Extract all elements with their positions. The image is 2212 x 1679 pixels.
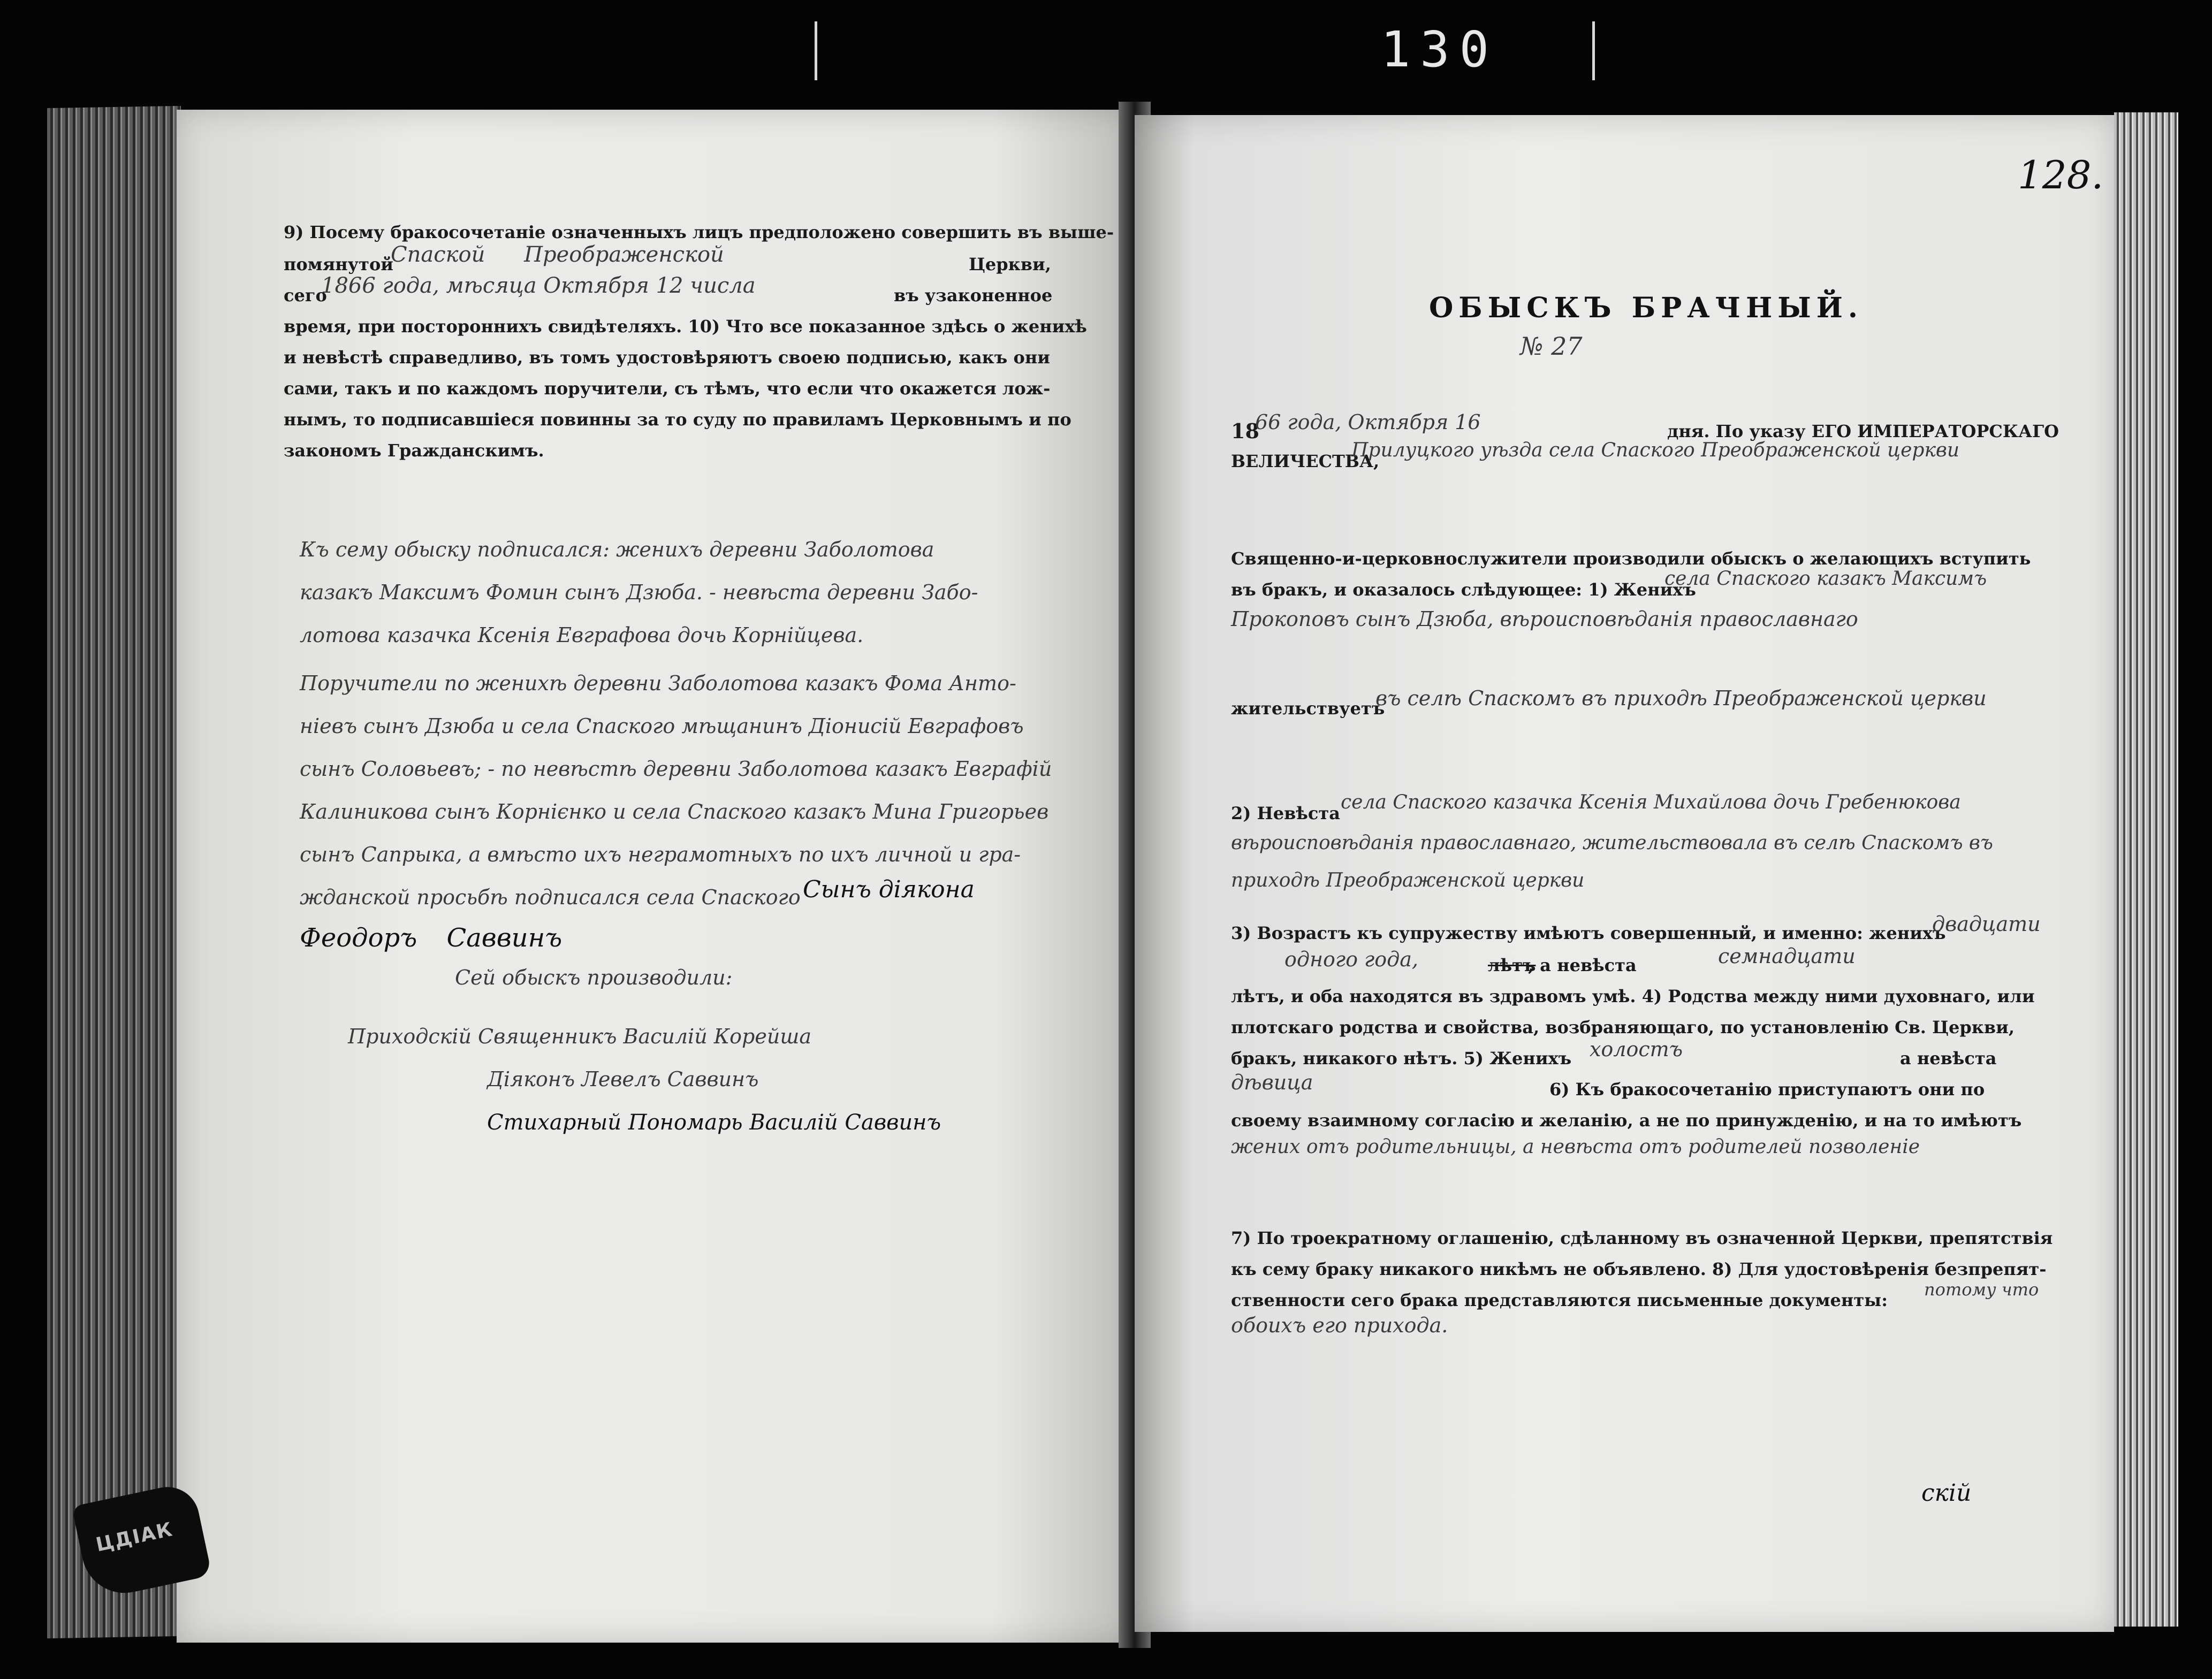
age-line2-hand: одного года, <box>1284 948 1418 971</box>
left-printed-line-2b: Церкви, <box>969 254 1051 274</box>
left-printed-line-6: сами, такъ и по каждомъ поручители, съ тѣмъ, что если что окажется лож- <box>284 378 1051 399</box>
age-line5-hand: холостъ <box>1590 1037 1683 1061</box>
left-printed-line-1: 9) Посему бракосочетаніе означенныхъ лицъ предположено совершить въ выше- <box>284 222 1114 242</box>
p7-line3-hand: потому что <box>1924 1279 2039 1300</box>
bride-printed: 2) Невѣста <box>1231 803 1340 823</box>
age-line3: лѣтъ, и оба находятся въ здравомъ умѣ. 4) Родства между ними духовнаго, или <box>1231 986 2035 1006</box>
record-title: ОБЫСКЪ БРАЧНЫЙ. <box>1429 292 1863 324</box>
left-hand-line-8: сынъ Сапрыка, а вмѣсто ихъ неграмотныхъ по ихъ личной и гра- <box>300 843 1021 866</box>
page-number: 128. <box>2018 152 2104 197</box>
left-printed-line-2a: помянутой <box>284 254 394 274</box>
book-edge-right <box>2114 112 2178 1627</box>
year-printed: 18 <box>1231 419 1259 443</box>
p7-line4-hand: обоихъ его прихода. <box>1231 1314 1448 1337</box>
line2-hand: Прилуцкого уѣзда села Спаского Преображенской церкви <box>1351 439 1960 461</box>
left-hand-line-3: лотова казачка Ксенія Евграфова дочь Корнійцева. <box>300 623 864 647</box>
left-hand-line-1: Къ сему обыску подписался: женихъ деревни Заболотова <box>300 538 934 561</box>
left-hand-line-2: казакъ Максимъ Фомин сынъ Дзюба. - невѣста деревни Забо- <box>300 581 978 604</box>
age-line6-printed: 6) Къ бракосочетанію приступаютъ они по <box>1549 1079 1985 1100</box>
left-printed-line-8: закономъ Гражданскимъ. <box>284 440 544 461</box>
frame-number: 130 <box>1380 21 1499 78</box>
bride-hand-2: вѣроисповѣданія православнаго, жительствовала въ селѣ Спаскомъ въ <box>1231 832 1993 854</box>
left-clergy-1: Приходскій Священникъ Василій Корейша <box>348 1025 811 1048</box>
left-hand-line-9: жданской просьбѣ подписался села Спаского <box>300 886 801 909</box>
left-clergy-3: Стихарный Пономарь Василій Саввинъ <box>487 1110 941 1135</box>
left-printed-line-5: и невѣстѣ справедливо, въ томъ удостовѣряютъ своею подписью, какъ они <box>284 347 1050 368</box>
p7-line1: 7) По троекратному оглашенію, сдѣланному въ означенной Церкви, препятствія <box>1231 1228 2053 1248</box>
left-signature-1: Сынъ діякона <box>803 876 975 903</box>
frame-tick-right <box>1592 21 1595 80</box>
left-hand-date: 1866 года, мѣсяца Октября 12 числа <box>321 273 756 298</box>
p1-line1: Священно-и-церковнослужители производили обыскъ о желающихъ вступить <box>1231 548 2031 569</box>
record-number: № 27 <box>1520 332 1583 361</box>
age-line6-hand: дѣвица <box>1231 1071 1313 1094</box>
left-hand-line-5: ніевъ сынъ Дзюба и села Спаского мѣщанинъ Діонисій Евграфовъ <box>300 714 1024 738</box>
age-line2-strike: лѣтъ <box>1488 955 1536 975</box>
age-line2-hand-b: семнадцати <box>1718 944 1856 968</box>
corner-hand: скій <box>1921 1479 1972 1507</box>
left-hand-line-7: Калиникова сынъ Корнієнко и села Спаского казакъ Мина Григорьев <box>300 800 1049 823</box>
year-hand: 66 года, Октября 16 <box>1255 410 1481 434</box>
book-edge-left <box>47 106 181 1638</box>
age-line7: своему взаимному согласію и желанію, а не по принужденію, и на то имѣютъ <box>1231 1110 2022 1131</box>
frame-tick-left <box>815 21 817 80</box>
left-clergy-2: Діяконъ Левелъ Саввинъ <box>487 1067 759 1091</box>
left-printed-line-7: нымъ, то подписавшіеся повинны за то суду по правиламъ Церковнымъ и по <box>284 409 1071 430</box>
archive-stamp-text: ЦДІАК <box>94 1518 176 1556</box>
left-page <box>177 110 1135 1643</box>
age-line1-hand: двадцати <box>1932 912 2041 936</box>
left-hand-line-6: сынъ Соловьевъ; - по невѣстѣ деревни Заболотова казакъ Евграфій <box>300 757 1052 781</box>
bride-hand-3: приходѣ Преображенской церкви <box>1231 869 1585 891</box>
age-line2-printed: , а невѣста <box>1528 955 1637 975</box>
p1-line3-hand: Прокоповъ сынъ Дзюба, вѣроисповѣданія православнаго <box>1231 607 1858 631</box>
left-hand-church: Спаской Преображенской <box>391 242 724 267</box>
age-line5-printed-b: а невѣста <box>1900 1048 1997 1069</box>
right-page <box>1135 115 2114 1632</box>
age-line4: плотскаго родства и свойства, возбраняющаго, по установленію Св. Церкви, <box>1231 1017 2015 1037</box>
left-hand-line-4: Поручители по женихѣ деревни Заболотова казакъ Фома Анто- <box>300 671 1016 695</box>
p1-line2: въ бракъ, и оказалось слѣдующее: 1) Женихъ <box>1231 579 1696 600</box>
age-line8-hand: жених отъ родительницы, а невѣста отъ родителей позволеніе <box>1231 1136 1920 1158</box>
resides-printed: жительствуетъ <box>1231 698 1385 719</box>
p1-line2-hand: села Спаского казакъ Максимъ <box>1664 568 1987 590</box>
left-hand-conducted: Сей обыскъ производили: <box>455 966 733 989</box>
p7-line3: ственности сего брака представляются письменные документы: <box>1231 1290 1888 1310</box>
left-signature-2: Феодоръ Саввинъ <box>300 923 562 953</box>
left-printed-line-3b: въ узаконенное <box>894 285 1053 306</box>
left-printed-line-4: время, при постороннихъ свидѣтеляхъ. 10) Что все показанное здѣсь о женихѣ <box>284 316 1087 337</box>
resides-hand: въ селѣ Спаскомъ въ приходѣ Преображенской церкви <box>1375 686 1987 710</box>
age-line1: 3) Возрастъ къ супружеству имѣютъ совершенный, и именно: женихъ <box>1231 923 1946 943</box>
age-line5: бракъ, никакого нѣтъ. 5) Женихъ <box>1231 1048 1572 1069</box>
p7-line2: къ сему браку никакого никѣмъ не объявлено. 8) Для удостовѣренія безпрепят- <box>1231 1259 2047 1279</box>
left-printed-line-3a: сего <box>284 285 327 306</box>
bride-hand-1: села Спаского казачка Ксенія Михайлова дочь Гребенюкова <box>1341 791 1961 813</box>
line2-printed: ВЕЛИЧЕСТВА, <box>1231 451 1380 471</box>
line1-printed: дня. По указу ЕГО ИМПЕРАТОРСКАГО <box>1667 421 2059 441</box>
